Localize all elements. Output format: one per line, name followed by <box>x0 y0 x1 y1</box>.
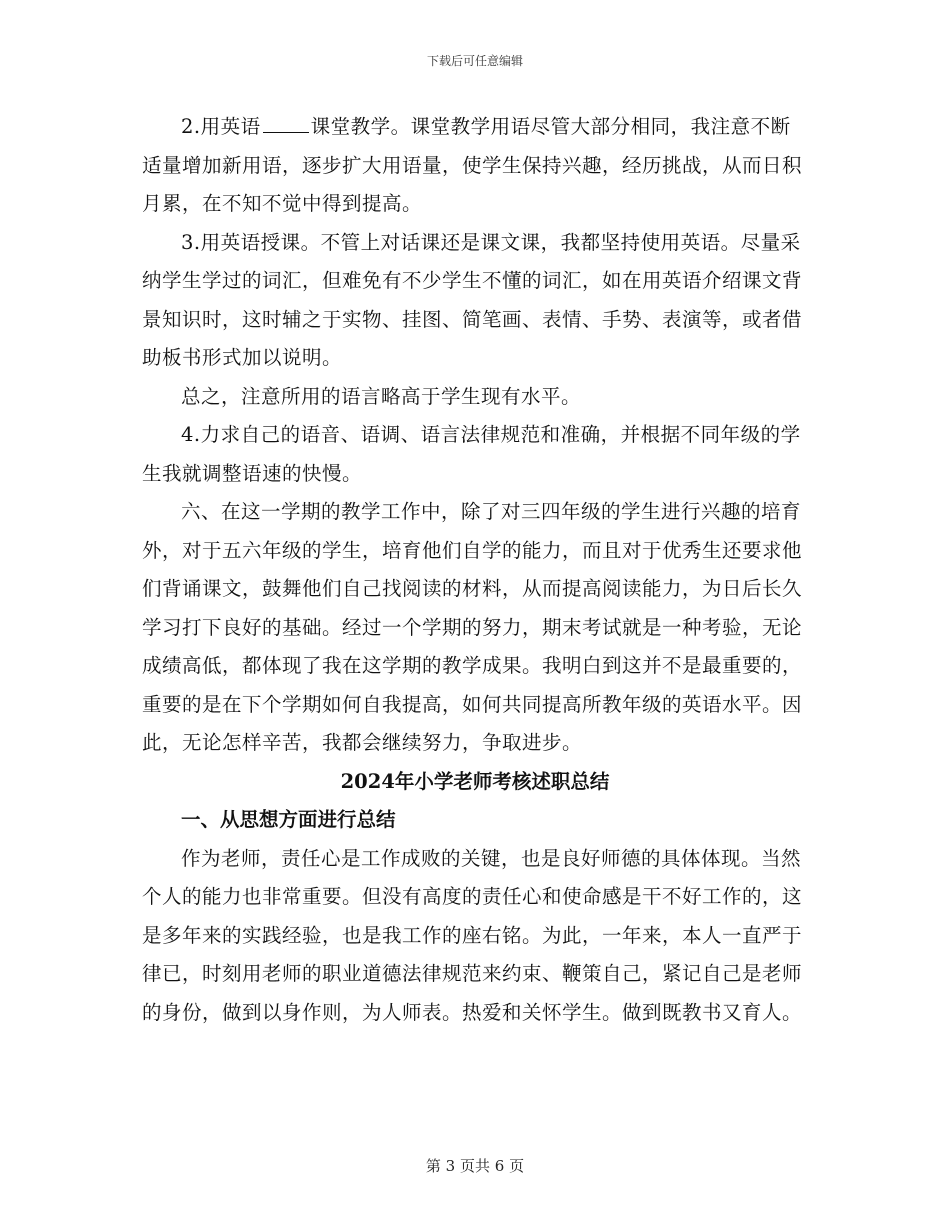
page-header: 下载后可任意编辑 <box>426 54 523 68</box>
paragraph-summary: 总之，注意所用的语言略高于学生现有水平。 <box>181 384 582 408</box>
paragraph-semester-work: 六、在这一学期的教学工作中，除了对三四年级的学生进行兴趣的培育外，对于五六年级的学生，培育他们自学的能力，而且对于优秀生还要求他们背诵课文，鼓舞他们自己找阅读的材料，从而提高阅读能力，为日后长久学习打下良好的基础。经过一个学期的努力，期末考试就是一种考验，无论成绩高低，都体现了我在这学期的教学成果。我明白到这并不是最重要的，重要的是在下个学期如何自我提高，如何共同提高所教年级的英语水平。因此，无论怎样辛苦，我都会继续努力，争取进步。 <box>142 500 803 754</box>
document-body <box>142 108 808 1032</box>
paragraph-english-teaching-language <box>142 108 808 224</box>
paragraph-english-instruction: 3.用英语授课。不管上对话课还是课文课，我都坚持使用英语。尽量采纳学生学过的词汇，但难免有不少学生不懂的词汇，如在用英语介绍课文背景知识时，这时辅之于实物、挂图、简笔画、表情、手势、表演等，或者借助板书形式加以说明。 <box>142 230 803 369</box>
paragraph-text-start: 2.用英语 <box>181 115 261 138</box>
paragraph-text-end: 课堂教学。课堂教学用语尽管大部分相同，我注意不断适量增加新用语，逐步扩大用语量，使学生保持兴趣，经历挑战，从而日积月累，在不知不觉中得到提高。 <box>142 115 803 215</box>
section-title: 2024年小学老师考核述职总结 <box>340 769 610 793</box>
paragraph-pronunciation: 4.力求自己的语音、语调、语言法律规范和准确，并根据不同年级的学生我就调整语速的快慢。 <box>142 423 801 485</box>
page-number: 第 3 页共 6 页 <box>425 1157 525 1175</box>
fill-in-blank <box>263 114 309 133</box>
section-subheading: 一、从思想方面进行总结 <box>181 808 396 831</box>
paragraph-responsibility: 作为老师，责任心是工作成败的关键，也是良好师德的具体体现。当然个人的能力也非常重要。但没有高度的责任心和使命感是干不好工作的，这是多年来的实践经验，也是我工作的座右铭。为此，一年来，本人一直严于律已，时刻用老师的职业道德法律规范来约束、鞭策自己，紧记自己是老师的身份，做到以身作则，为人师表。热爱和关怀学生。做到既教书又育人。 <box>142 846 803 1024</box>
